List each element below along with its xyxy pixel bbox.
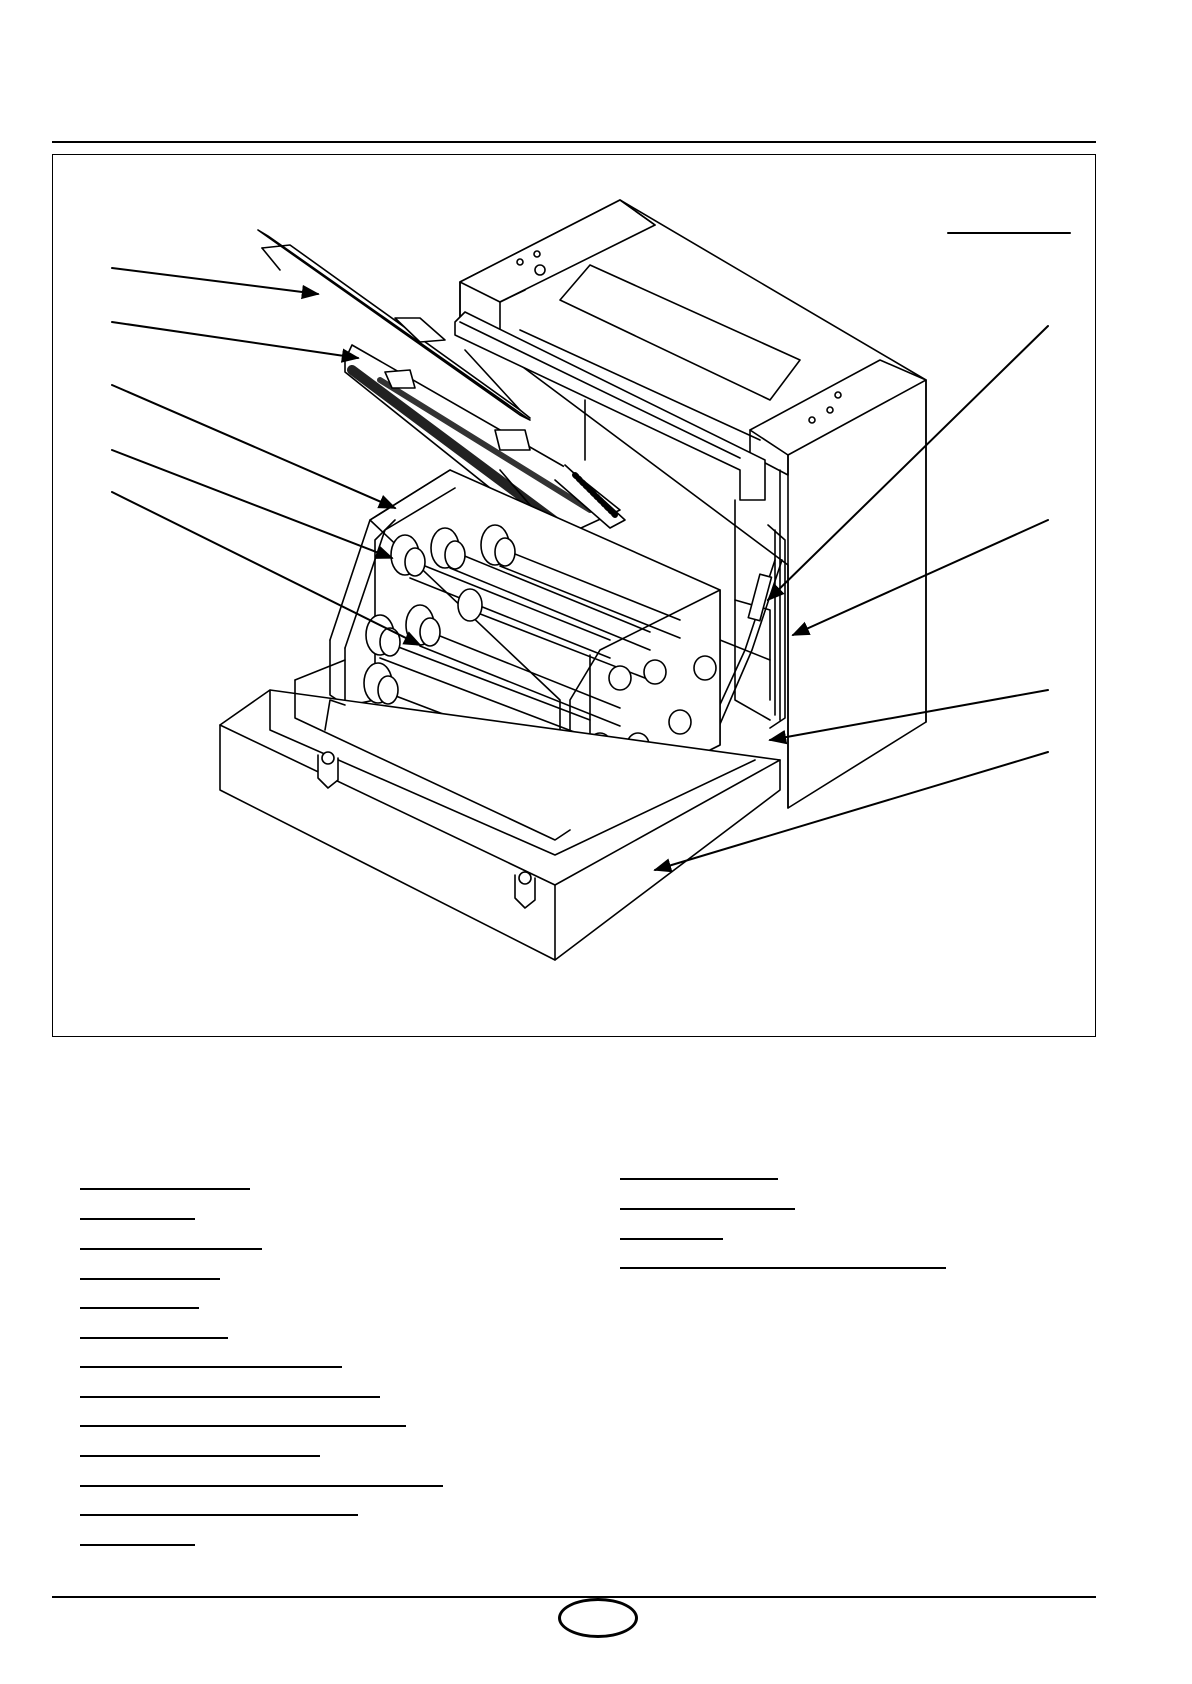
page-number-oval — [558, 1598, 638, 1638]
legend-item — [620, 1267, 946, 1269]
legend-item — [80, 1307, 199, 1309]
legend-item — [80, 1544, 195, 1546]
legend-item — [620, 1208, 795, 1210]
legend-item — [80, 1248, 262, 1250]
legend-item — [80, 1366, 342, 1368]
legend-item — [80, 1514, 358, 1516]
legend-item — [80, 1485, 443, 1487]
callout-left-1 — [112, 268, 318, 294]
legend-item — [80, 1188, 250, 1190]
legend-item — [620, 1238, 723, 1240]
footer-rule — [52, 1596, 1096, 1598]
callout-left-4 — [112, 450, 392, 558]
callout-left-3 — [112, 385, 395, 508]
legend-item — [80, 1455, 320, 1457]
legend-item — [80, 1337, 228, 1339]
legend-item — [620, 1178, 778, 1180]
legend-item — [80, 1425, 406, 1427]
legend-item — [80, 1278, 220, 1280]
callout-left-5 — [112, 492, 420, 645]
callout-left-2 — [112, 322, 358, 358]
legend-item — [80, 1218, 195, 1220]
legend-item — [80, 1396, 380, 1398]
